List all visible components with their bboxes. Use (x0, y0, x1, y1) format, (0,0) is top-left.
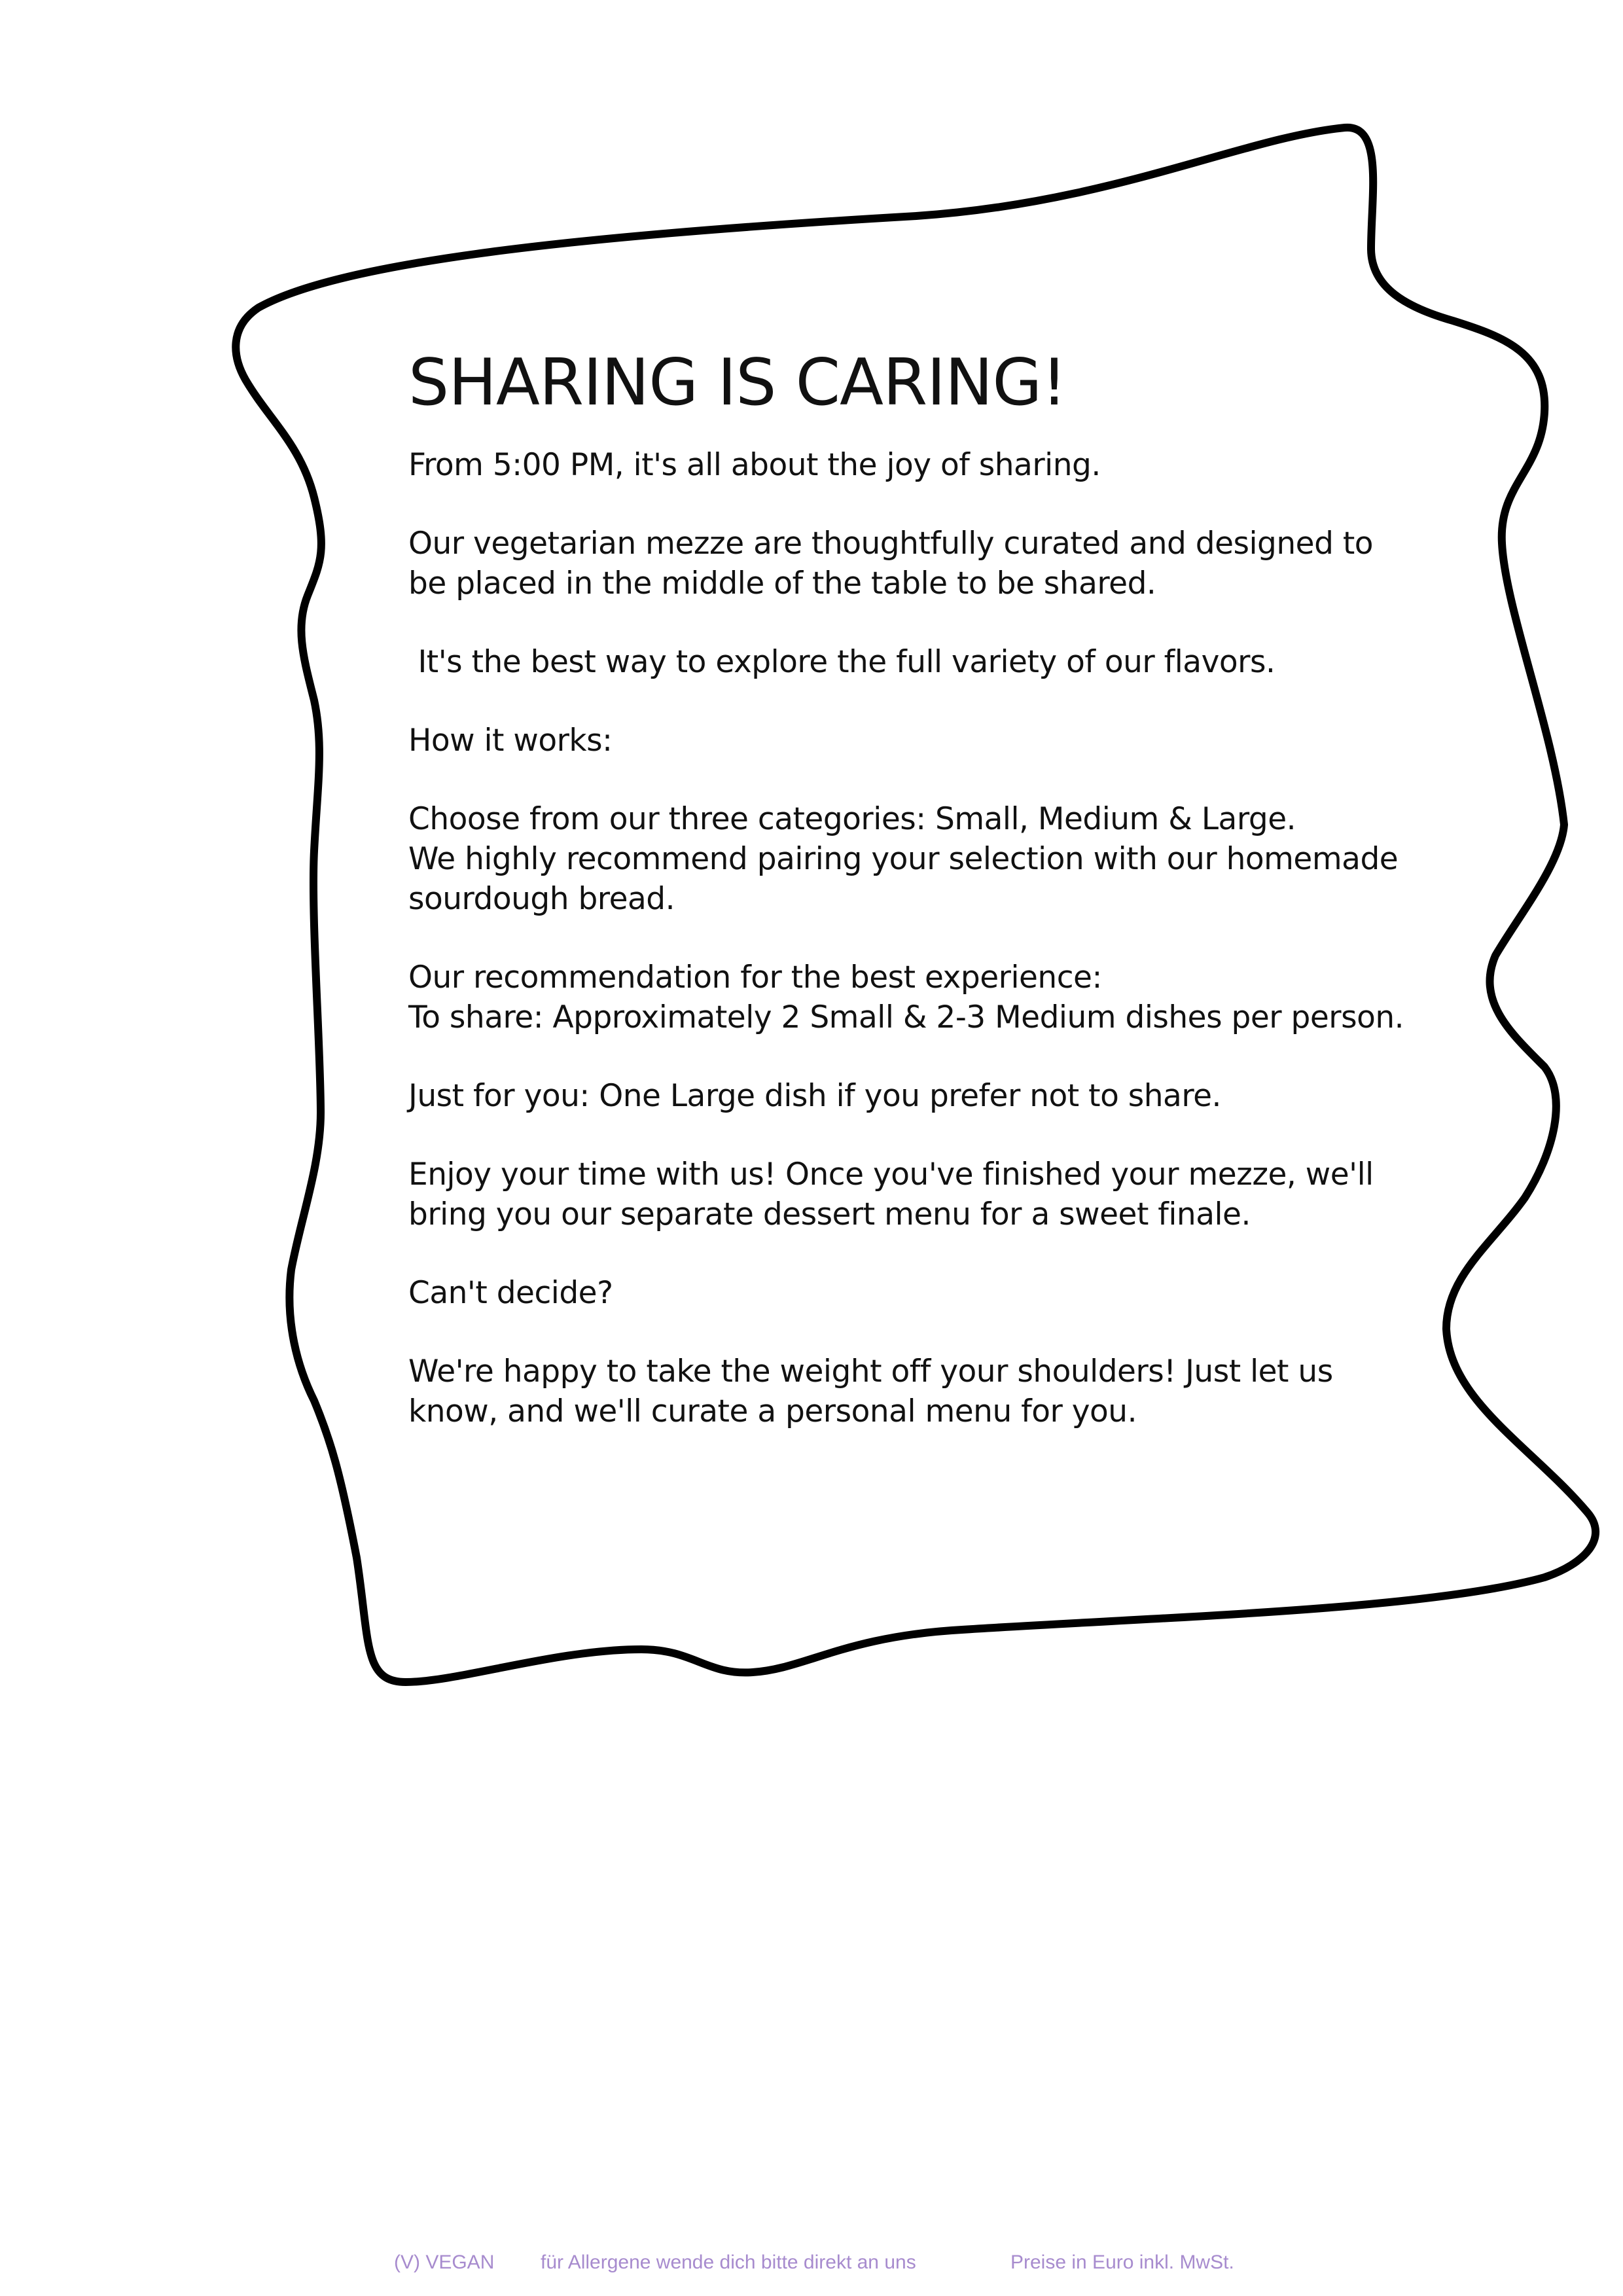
text-line: Our vegetarian mezze are thoughtfully curated and designed to (408, 526, 1374, 562)
text-line: Enjoy your time with us! Once you've finished your mezze, we'll (408, 1157, 1374, 1193)
paragraph-sharing-time (408, 445, 1482, 485)
text-line: It's the best way to explore the full variety of our flavors. (408, 644, 1275, 680)
paragraph-dessert (408, 1155, 1482, 1234)
text-line: know, and we'll curate a personal menu for you. (408, 1393, 1137, 1429)
text-line: Can't decide? (408, 1275, 613, 1311)
text-line: bring you our separate dessert menu for a sweet finale. (408, 1196, 1251, 1232)
paragraph-how-it-works (408, 721, 1482, 761)
text-line: How it works: (408, 723, 613, 759)
footer-allergen-note: für Allergene wende dich bitte direkt an uns (541, 2251, 916, 2273)
paragraph-mezze-description (408, 524, 1482, 603)
text-line: We're happy to take the weight off your shoulders! Just let us (408, 1354, 1333, 1390)
paragraph-personal-menu (408, 1352, 1482, 1431)
menu-intro-text (408, 347, 1482, 1470)
text-line: Choose from our three categories: Small, Medium & Large. (408, 801, 1296, 837)
paragraph-recommendation (408, 958, 1482, 1037)
text-line: Our recommendation for the best experience: (408, 960, 1102, 996)
text-line: sourdough bread. (408, 881, 675, 917)
page-title: SHARING IS CARING! (408, 346, 1067, 420)
paragraph-categories (408, 799, 1482, 919)
text-line: We highly recommend pairing your selection with our homemade (408, 841, 1399, 877)
text-line: Just for you: One Large dish if you prefer not to share. (408, 1078, 1221, 1114)
footer-notes (0, 2251, 1623, 2278)
footer-vegan-note: (V) VEGAN (394, 2251, 495, 2273)
text-line: To share: Approximately 2 Small & 2-3 Medium dishes per person. (408, 999, 1404, 1035)
paragraph-cant-decide (408, 1273, 1482, 1313)
paragraph-explore-flavors (408, 642, 1482, 682)
paragraph-just-for-you (408, 1076, 1482, 1116)
footer-price-note: Preise in Euro inkl. MwSt. (1010, 2251, 1234, 2273)
text-line: From 5:00 PM, it's all about the joy of sharing. (408, 447, 1101, 483)
text-line: be placed in the middle of the table to be shared. (408, 565, 1156, 601)
